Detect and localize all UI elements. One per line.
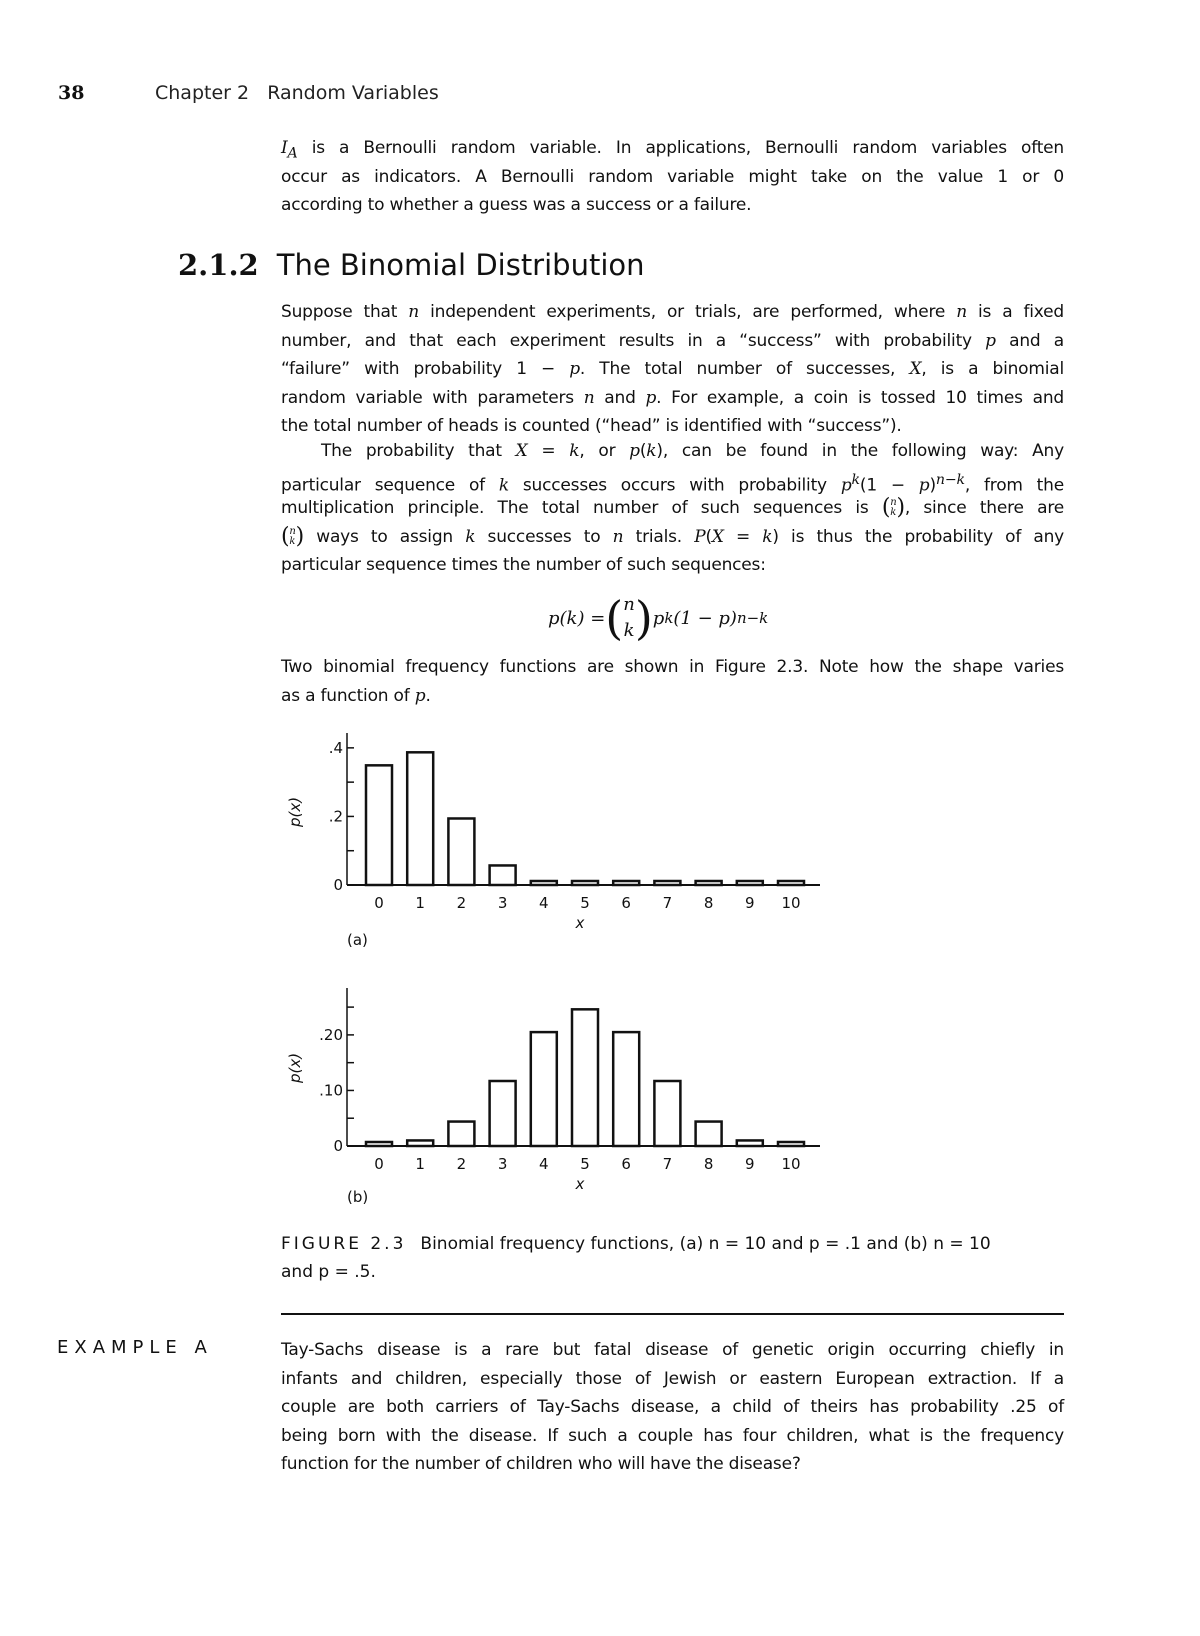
equation-p: p: [652, 607, 665, 629]
equation-mid: (1 − p): [673, 607, 737, 629]
chart-a-x-label: x: [575, 914, 585, 932]
text-line: Suppose that n independent experiments, or trials, are performed, where n is a fixed: [281, 302, 1064, 322]
text-line: Tay-Sachs disease is a rare but fatal disease of genetic origin occurring chiefly in: [281, 1340, 1064, 1360]
subscript: A: [287, 145, 298, 162]
chart-b-x-tick-label: 2: [456, 1155, 467, 1173]
math-symbol: p: [918, 475, 930, 496]
chart-b-y-label: p(x): [286, 1052, 304, 1084]
chart-b-bar: [613, 1032, 639, 1146]
chart-b-x-tick-label: 4: [539, 1155, 549, 1173]
math-symbol: n: [583, 387, 595, 408]
equation-exp-nk: n−k: [736, 609, 769, 627]
chart-a-bar: [737, 881, 763, 885]
chart-b-x-tick-label: 1: [415, 1155, 425, 1173]
math-symbol: n: [408, 302, 420, 322]
text-line: multiplication principle. The total number of such sequences is ( n k ) , since there are: [281, 495, 1065, 520]
chart-a-x-tick-label: 3: [497, 894, 508, 912]
math-symbol: X: [909, 359, 922, 379]
binomial-coefficient: ( n k ): [881, 495, 905, 520]
chart-b-y-tick-label: .20: [319, 1025, 343, 1044]
chart-b-bar: [448, 1122, 474, 1146]
example-text: [281, 1336, 1064, 1479]
chart-a-x-tick-label: 2: [456, 894, 467, 912]
math-symbol: p: [985, 330, 996, 351]
math-symbol: k: [762, 526, 773, 547]
chart-b-y-tick-label: 0: [333, 1137, 343, 1155]
text-line: Two binomial frequency functions are shown in Figure 2.3. Note how the shape varies: [281, 657, 1064, 677]
chart-b-x-label: x: [575, 1175, 585, 1193]
example-divider: [281, 1313, 1064, 1315]
math-symbol: k: [465, 526, 476, 547]
chart-b-x-tick-label: 6: [621, 1155, 631, 1173]
chart-a-x-tick-label: 9: [745, 894, 755, 912]
chart-a-bar: [490, 865, 516, 885]
chart-b-bar: [407, 1140, 433, 1146]
chart-b-x-tick-label: 9: [745, 1155, 755, 1173]
chart-b-bar: [531, 1032, 557, 1146]
math-symbol: k: [498, 475, 509, 496]
math-symbol: p: [569, 359, 580, 379]
text-line: as a function of p.: [281, 685, 431, 706]
chart-a-bar: [654, 881, 680, 885]
equation-exp-k: k: [664, 609, 674, 627]
caption-line-1: Binomial frequency functions, (a) n = 10 and p = .1 and (b) n = 10: [420, 1234, 991, 1254]
chart-a-bar: [531, 881, 557, 885]
chart-b-panel-label: (b): [347, 1188, 369, 1206]
math-symbol: n: [612, 526, 624, 547]
math-symbol: k: [569, 441, 580, 461]
chart-a-bar: [572, 881, 598, 885]
text-line: “failure” with probability 1 − p. The total number of successes, X, is a binomial: [281, 359, 1064, 379]
chart-a-x-tick-label: 0: [374, 894, 384, 912]
chart-b-bar: [778, 1142, 804, 1146]
math-symbol: p: [414, 685, 426, 706]
binomial-pmf-equation: p(k) = ( n k ) p k (1 − p) n−k: [548, 591, 769, 645]
chart-b-bar: [572, 1009, 598, 1146]
chart-a-bar: [407, 752, 433, 885]
math-symbol: n: [956, 302, 967, 322]
chart-a-x-tick-label: 1: [415, 894, 425, 912]
text-line: ( n k ) ways to assign k successes to n trials. P(X = k) is thus the probability of any: [281, 523, 1065, 549]
text-line: The probability that X = k, or p(k), can be found in the following way: Any: [321, 441, 1064, 461]
equation-lhs: p(k) =: [548, 607, 606, 629]
chart-a-bar: [366, 765, 392, 885]
text-line: random variable with parameters n and p. For example, a coin is tossed 10 times and: [281, 387, 1064, 408]
math-symbol: I: [281, 138, 288, 158]
text-line: particular sequence of k successes occurs with probability $p^k(1 - p)^{n-k}$, from the: [281, 471, 1064, 496]
caption-label: FIGURE 2.3: [281, 1234, 407, 1254]
superscript: n−k: [935, 471, 965, 488]
chart-b-y-tick-label: .10: [319, 1081, 343, 1100]
superscript: k: [851, 471, 860, 488]
chart-a-x-tick-label: 7: [662, 894, 673, 912]
chart-a-panel-label: (a): [347, 931, 368, 949]
binomial-coefficient: ( n k ): [281, 523, 305, 549]
chart-b-bar: [654, 1081, 680, 1146]
chart-b-x-tick-label: 3: [497, 1155, 508, 1173]
chart-a-y-tick-label: .2: [328, 807, 343, 826]
text-line: number, and that each experiment results in a “success” with probability p and a: [281, 330, 1064, 351]
chart-a-bar: [778, 881, 804, 885]
caption-line-2: and p = .5.: [281, 1262, 376, 1282]
binom-bottom: k: [623, 620, 635, 641]
math-symbol: X: [515, 441, 528, 461]
chart-b-bar: [737, 1140, 763, 1146]
chart-a-y-tick-label: .4: [328, 738, 343, 757]
chart-b-bar: [490, 1081, 516, 1146]
chart-b-x-tick-label: 5: [580, 1155, 590, 1173]
text-line: couple are both carriers of Tay-Sachs disease, a child of theirs has probability .25 of: [281, 1397, 1064, 1417]
chart-a-bar: [448, 818, 474, 885]
chart-b-x-tick-label: 10: [781, 1155, 801, 1173]
text-line: function for the number of children who will have the disease?: [281, 1454, 801, 1474]
chart-a-x-tick-label: 10: [781, 894, 801, 912]
text-line: infants and children, especially those of Jewish or eastern European extraction. If a: [281, 1368, 1064, 1389]
chart-b-x-tick-label: 0: [374, 1155, 384, 1173]
text-line: according to whether a guess was a success or a failure.: [281, 195, 752, 215]
text-line: $I_A$ is a Bernoulli random variable. In applications, Bernoulli random variables often: [281, 138, 1064, 162]
chart-b-bar: [696, 1122, 722, 1146]
section-title: The Binomial Distribution: [276, 248, 645, 282]
math-symbol: p: [840, 475, 852, 496]
math-symbol: p: [645, 387, 657, 408]
chart-a-bar: [613, 881, 639, 885]
text-line: being born with the disease. If such a couple has four children, what is the frequency: [281, 1425, 1064, 1446]
math-symbol: X: [711, 526, 724, 547]
figure-caption: [281, 1230, 1064, 1286]
chart-b-bar: [366, 1142, 392, 1146]
chart-a-x-tick-label: 8: [703, 894, 714, 912]
chart-a-bar: [696, 881, 722, 885]
chart-a-x-tick-label: 5: [580, 894, 590, 912]
math-symbol: p: [629, 441, 640, 461]
math-symbol: P: [694, 526, 706, 547]
chart-a-x-tick-label: 4: [539, 894, 549, 912]
chart-b-x-tick-label: 8: [703, 1155, 714, 1173]
math-symbol: k: [646, 441, 657, 461]
chart-a-y-label: p(x): [286, 796, 304, 828]
page-number: 38: [58, 82, 85, 104]
text-line: occur as indicators. A Bernoulli random variable might take on the value 1 or 0: [281, 166, 1064, 187]
chart-a-x-tick-label: 6: [621, 894, 631, 912]
text-line: the total number of heads is counted (“head” is identified with “success”).: [281, 416, 902, 436]
section-number: 2.1.2: [178, 248, 259, 282]
chart-b-x-tick-label: 7: [662, 1155, 673, 1173]
example-label: EXAMPLE A: [57, 1337, 213, 1358]
chart-a-y-tick-label: 0: [333, 876, 343, 894]
binom-top: n: [623, 594, 635, 615]
running-header: Chapter 2 Random Variables: [155, 82, 439, 104]
text-line: particular sequence times the number of such sequences:: [281, 555, 766, 575]
